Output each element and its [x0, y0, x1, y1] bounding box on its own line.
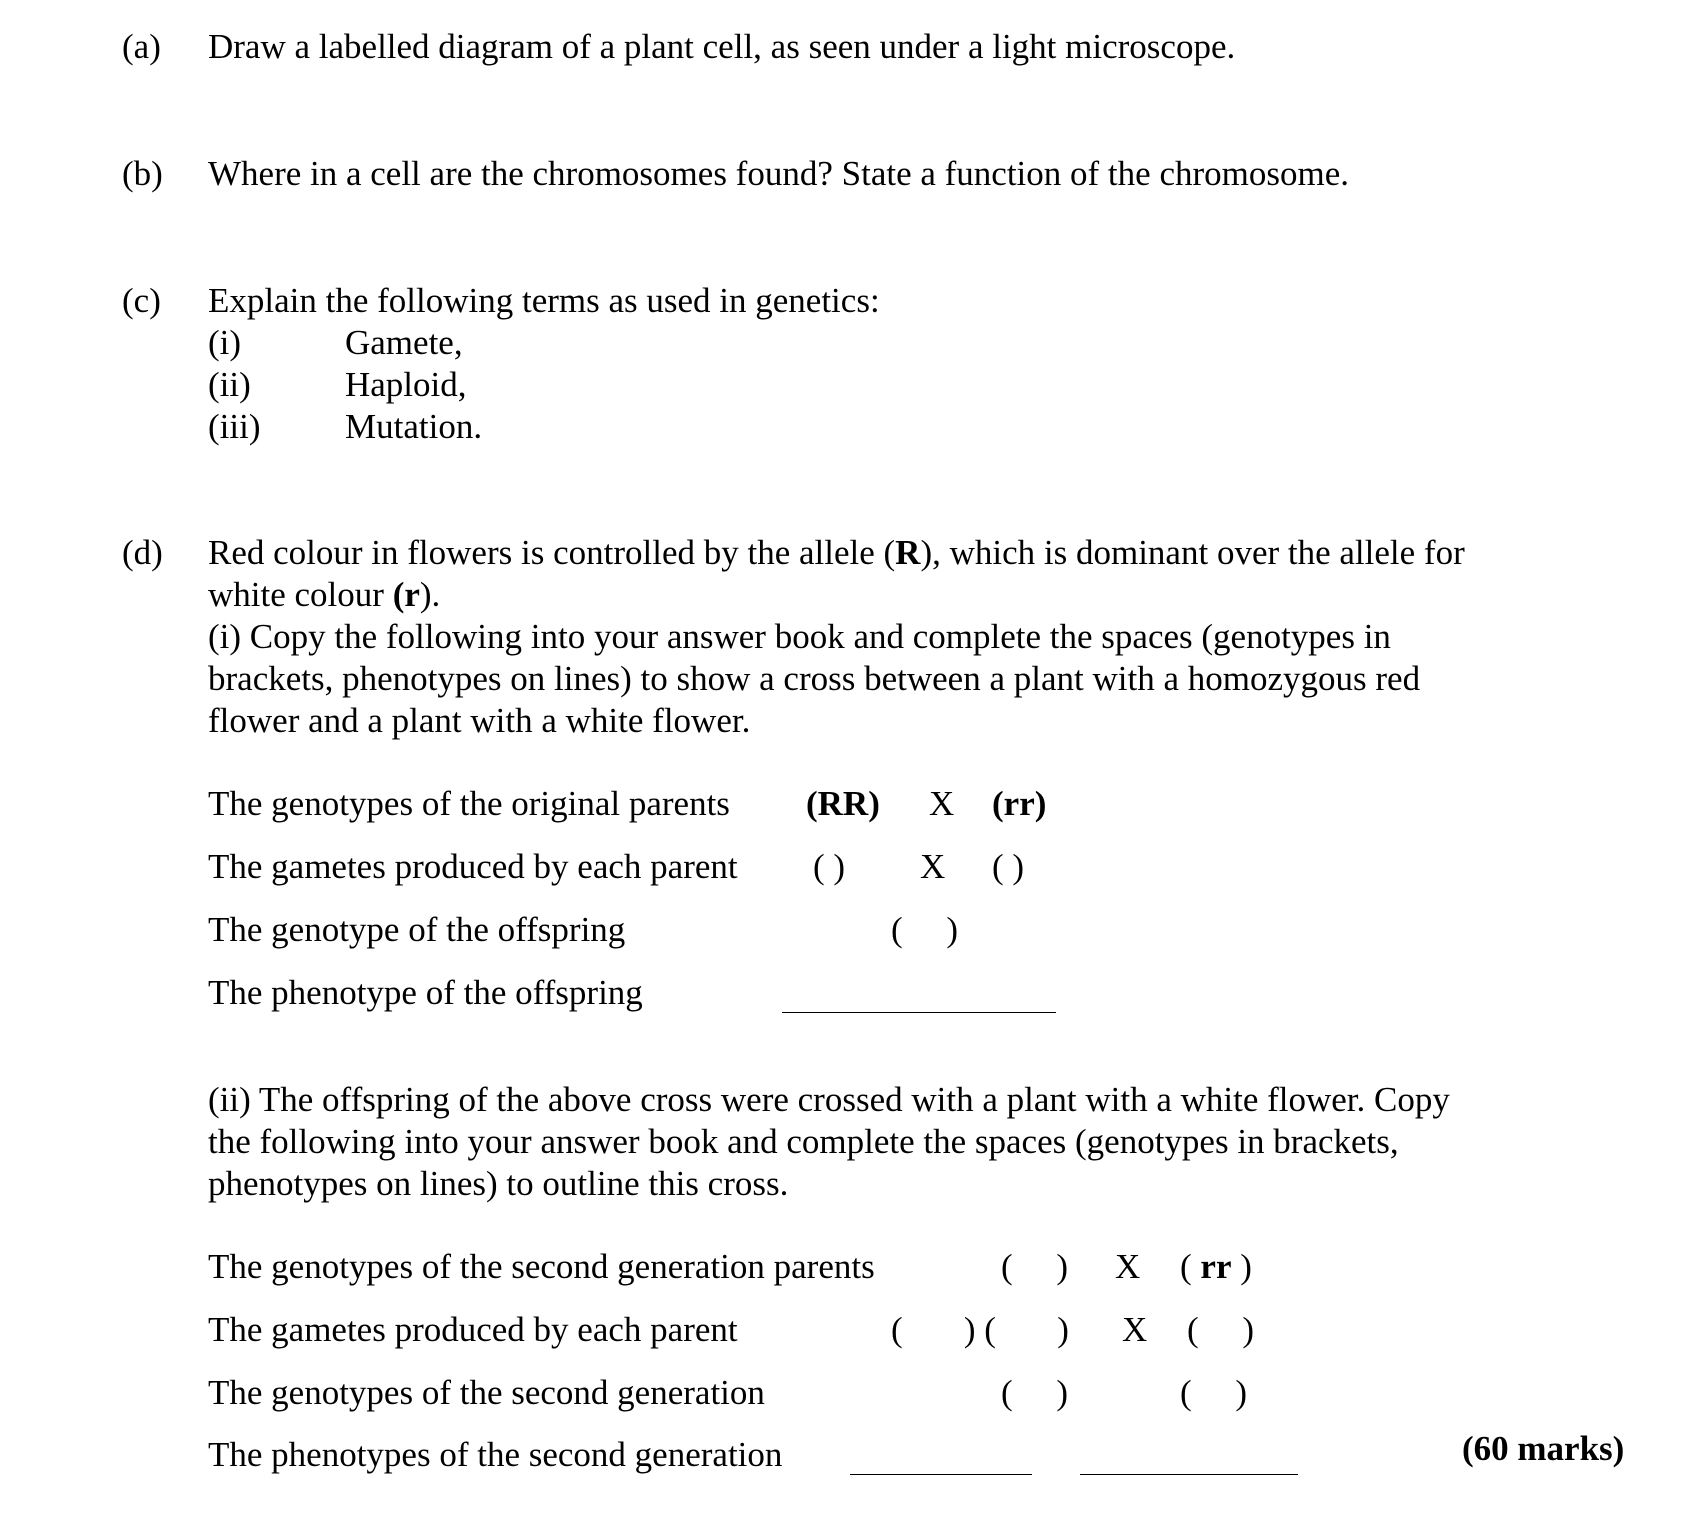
part-i-row2-cross: X: [920, 847, 946, 886]
part-ii-row1-parent2: ( rr ): [1180, 1247, 1252, 1286]
question-a-label: (a): [122, 27, 161, 66]
part-ii-row3-label: The genotypes of the second generation: [208, 1373, 765, 1412]
question-c-label: (c): [122, 281, 161, 320]
part-ii-row1-parent1: ( ): [1001, 1247, 1069, 1286]
part-i-row1-parent1: (RR): [806, 784, 880, 823]
term-iii-text: Mutation.: [345, 407, 483, 446]
question-b-label: (b): [122, 154, 163, 193]
part-ii-row2-gametes1: ( ) ( ): [891, 1310, 1069, 1349]
part-ii-phenotype1-answer-line: [850, 1474, 1032, 1475]
part-ii-row2-cross: X: [1122, 1310, 1148, 1349]
part-ii-row4-label: The phenotypes of the second generation: [208, 1435, 783, 1474]
term-ii-text: Haploid,: [345, 365, 467, 404]
question-c-text: Explain the following terms as used in genetics:: [208, 281, 880, 320]
part-i-row3-label: The genotype of the offspring: [208, 910, 626, 949]
question-b-text: Where in a cell are the chromosomes found? State a function of the chromosome.: [208, 154, 1349, 193]
part-i-row1-label: The genotypes of the original parents: [208, 784, 730, 823]
part-i-phenotype-answer-line: [782, 1012, 1056, 1013]
term-iii-number: (iii): [208, 407, 261, 446]
part-i-row2-gamete1: ( ): [813, 847, 846, 886]
part-ii-row2-label: The gametes produced by each parent: [208, 1310, 738, 1349]
part-i-row2-label: The gametes produced by each parent: [208, 847, 738, 886]
part-ii-line1: (ii) The offspring of the above cross were crossed with a plant with a white flower. Copy: [208, 1080, 1450, 1119]
term-i-text: Gamete,: [345, 323, 463, 362]
total-marks: (60 marks): [1462, 1429, 1625, 1468]
part-i-line1: (i) Copy the following into your answer book and complete the spaces (genotypes in: [208, 617, 1391, 656]
question-a-text: Draw a labelled diagram of a plant cell, as seen under a light microscope.: [208, 27, 1236, 66]
question-d-intro-line1: Red colour in flowers is controlled by the allele (R), which is dominant over the allele for: [208, 533, 1465, 572]
part-ii-row1-cross: X: [1115, 1247, 1141, 1286]
part-ii-row3-child2: ( ): [1180, 1373, 1248, 1412]
part-ii-phenotype2-answer-line: [1080, 1474, 1298, 1475]
part-i-row2-gamete2: ( ): [992, 847, 1025, 886]
part-i-row1-parent2: (rr): [992, 784, 1047, 823]
part-ii-row1-label: The genotypes of the second generation parents: [208, 1247, 875, 1286]
part-i-line2: brackets, phenotypes on lines) to show a cross between a plant with a homozygous red: [208, 659, 1421, 698]
part-ii-line2: the following into your answer book and complete the spaces (genotypes in brackets,: [208, 1122, 1399, 1161]
part-ii-row3-child1: ( ): [1001, 1373, 1069, 1412]
part-i-row3-offspring-genotype: ( ): [891, 910, 959, 949]
part-ii-row2-gametes2: ( ): [1187, 1310, 1255, 1349]
term-i-number: (i): [208, 323, 242, 362]
part-ii-line3: phenotypes on lines) to outline this cross.: [208, 1164, 789, 1203]
part-i-row1-cross: X: [929, 784, 955, 823]
part-i-line3: flower and a plant with a white flower.: [208, 701, 751, 740]
part-i-row4-label: The phenotype of the offspring: [208, 973, 643, 1012]
question-d-intro-line2: white colour (r).: [208, 575, 441, 614]
question-d-label: (d): [122, 533, 163, 572]
term-ii-number: (ii): [208, 365, 251, 404]
